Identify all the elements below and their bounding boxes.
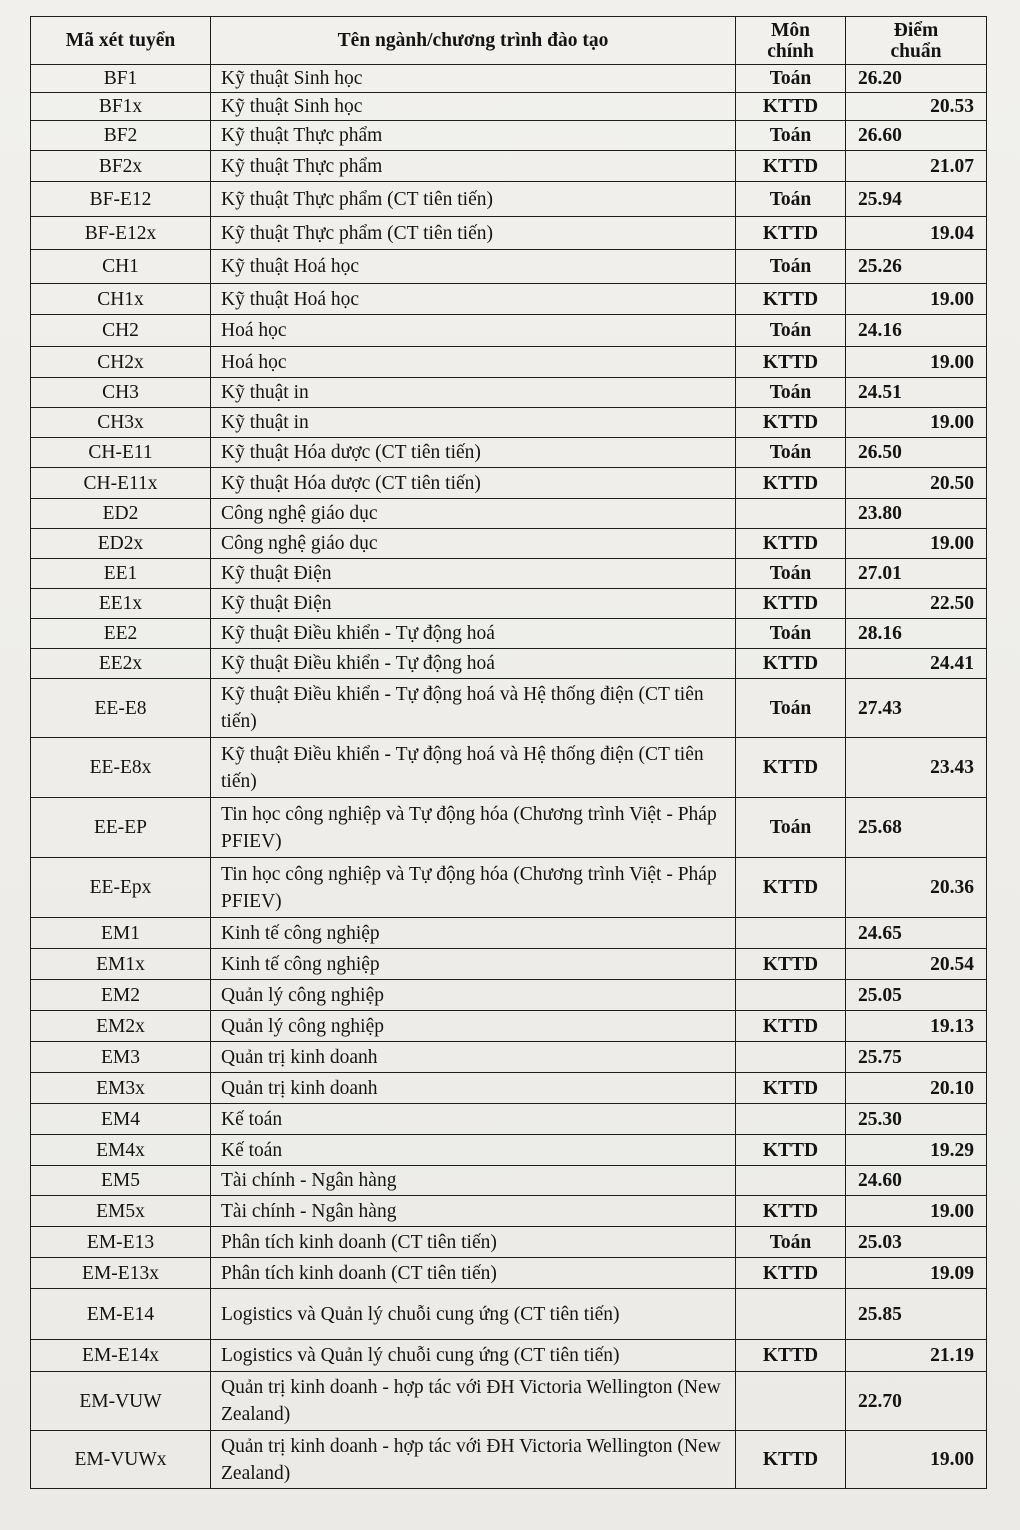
row-subject: KTTD: [736, 529, 846, 559]
row-score: 25.94: [846, 182, 987, 217]
row-subject: KTTD: [736, 468, 846, 499]
row-code: EM4: [31, 1104, 211, 1135]
row-code: CH3x: [31, 408, 211, 438]
row-score: 26.50: [846, 438, 987, 468]
row-name: Phân tích kinh doanh (CT tiên tiến): [211, 1258, 736, 1289]
table-row: [31, 1104, 987, 1135]
row-code: EE-Epx: [31, 858, 211, 918]
row-score: 25.26: [846, 250, 987, 284]
row-code: BF-E12: [31, 182, 211, 217]
header-score-line2: chuẩn: [890, 40, 942, 62]
table-row: [31, 798, 987, 858]
table-row: [31, 1372, 987, 1431]
row-name: Kỹ thuật Hoá học: [211, 250, 736, 284]
row-score: 27.01: [846, 559, 987, 589]
row-name: Quản trị kinh doanh: [211, 1042, 736, 1073]
row-name: Kinh tế công nghiệp: [211, 918, 736, 949]
row-name: Kỹ thuật Thực phẩm: [211, 121, 736, 151]
row-name: Kỹ thuật Điện: [211, 559, 736, 589]
row-code: EM-E13: [31, 1227, 211, 1258]
row-code: EE1: [31, 559, 211, 589]
row-score: 24.41: [846, 649, 987, 679]
row-score: 19.00: [846, 1431, 987, 1489]
row-code: EE-E8: [31, 679, 211, 738]
row-score: 21.07: [846, 151, 987, 182]
row-subject: [736, 980, 846, 1011]
row-name: Kỹ thuật in: [211, 378, 736, 408]
table-row: [31, 738, 987, 798]
header-name: Tên ngành/chương trình đào tạo: [211, 17, 736, 65]
table-header-row: [31, 17, 987, 65]
row-subject: KTTD: [736, 1196, 846, 1227]
row-score: 25.05: [846, 980, 987, 1011]
table-row: [31, 217, 987, 250]
row-name: Kinh tế công nghiệp: [211, 949, 736, 980]
row-subject: [736, 1289, 846, 1340]
row-subject: KTTD: [736, 93, 846, 121]
row-name: Kỹ thuật Điều khiển - Tự động hoá: [211, 649, 736, 679]
row-subject: KTTD: [736, 217, 846, 250]
row-score: 24.65: [846, 918, 987, 949]
row-subject: KTTD: [736, 1431, 846, 1489]
row-subject: KTTD: [736, 151, 846, 182]
header-score-line1: Điểm: [893, 19, 939, 41]
row-subject: KTTD: [736, 649, 846, 679]
row-subject: Toán: [736, 1227, 846, 1258]
row-name: Kế toán: [211, 1135, 736, 1166]
row-subject: [736, 918, 846, 949]
row-code: EE2x: [31, 649, 211, 679]
row-name: Logistics và Quản lý chuỗi cung ứng (CT tiên tiến): [211, 1289, 736, 1340]
row-name: Kỹ thuật Điều khiển - Tự động hoá và Hệ thống điện (CT tiên tiến): [211, 738, 736, 798]
row-score: 19.00: [846, 284, 987, 315]
row-score: 23.80: [846, 499, 987, 529]
row-code: BF-E12x: [31, 217, 211, 250]
row-name: Tài chính - Ngân hàng: [211, 1196, 736, 1227]
table-row: [31, 408, 987, 438]
row-subject: KTTD: [736, 589, 846, 619]
table-row: [31, 980, 987, 1011]
row-name: Quản lý công nghiệp: [211, 1011, 736, 1042]
table-row: [31, 250, 987, 284]
table-row: [31, 858, 987, 918]
table-row: [31, 529, 987, 559]
table-row: [31, 1431, 987, 1489]
row-code: EM5x: [31, 1196, 211, 1227]
row-name: Quản lý công nghiệp: [211, 980, 736, 1011]
row-score: 22.50: [846, 589, 987, 619]
table-row: [31, 679, 987, 738]
table-row: [31, 284, 987, 315]
row-name: Kỹ thuật Sinh học: [211, 93, 736, 121]
header-score: [846, 17, 987, 65]
row-name: Quản trị kinh doanh - hợp tác với ĐH Victoria Wellington (New Zealand): [211, 1431, 736, 1489]
row-code: EM2x: [31, 1011, 211, 1042]
row-subject: KTTD: [736, 1073, 846, 1104]
row-subject: Toán: [736, 65, 846, 93]
row-code: EE1x: [31, 589, 211, 619]
row-score: 20.54: [846, 949, 987, 980]
row-code: CH2x: [31, 347, 211, 378]
row-subject: Toán: [736, 378, 846, 408]
row-code: BF2: [31, 121, 211, 151]
table-row: [31, 1073, 987, 1104]
row-name: Kỹ thuật Thực phẩm (CT tiên tiến): [211, 217, 736, 250]
row-name: Tin học công nghiệp và Tự động hóa (Chương trình Việt - Pháp PFIEV): [211, 798, 736, 858]
row-name: Logistics và Quản lý chuỗi cung ứng (CT tiên tiến): [211, 1340, 736, 1372]
row-score: 24.51: [846, 378, 987, 408]
row-score: 19.00: [846, 408, 987, 438]
row-subject: Toán: [736, 559, 846, 589]
row-score: 19.13: [846, 1011, 987, 1042]
table-row: [31, 1289, 987, 1340]
row-code: EE-EP: [31, 798, 211, 858]
row-subject: Toán: [736, 798, 846, 858]
table-row: [31, 499, 987, 529]
table-body: [31, 65, 987, 1489]
row-code: CH-E11x: [31, 468, 211, 499]
row-name: Quản trị kinh doanh: [211, 1073, 736, 1104]
row-score: 22.70: [846, 1372, 987, 1431]
row-score: 25.75: [846, 1042, 987, 1073]
table-row: [31, 93, 987, 121]
row-code: EM-E14x: [31, 1340, 211, 1372]
row-subject: KTTD: [736, 1340, 846, 1372]
row-subject: Toán: [736, 679, 846, 738]
row-subject: [736, 499, 846, 529]
table-row: [31, 65, 987, 93]
row-code: BF1: [31, 65, 211, 93]
row-subject: Toán: [736, 121, 846, 151]
row-code: EM-VUW: [31, 1372, 211, 1431]
header-subject-line2: chính: [767, 40, 814, 62]
table-row: [31, 918, 987, 949]
row-score: 19.00: [846, 529, 987, 559]
table-row: [31, 1227, 987, 1258]
table-row: [31, 378, 987, 408]
table-row: [31, 1340, 987, 1372]
row-code: EM3: [31, 1042, 211, 1073]
table-row: [31, 438, 987, 468]
row-name: Công nghệ giáo dục: [211, 529, 736, 559]
row-subject: KTTD: [736, 347, 846, 378]
table-row: [31, 468, 987, 499]
row-code: BF2x: [31, 151, 211, 182]
row-score: 19.04: [846, 217, 987, 250]
row-score: 24.16: [846, 315, 987, 347]
row-code: EM2: [31, 980, 211, 1011]
row-score: 20.36: [846, 858, 987, 918]
row-code: EE2: [31, 619, 211, 649]
row-score: 25.03: [846, 1227, 987, 1258]
row-score: 20.53: [846, 93, 987, 121]
row-name: Quản trị kinh doanh - hợp tác với ĐH Victoria Wellington (New Zealand): [211, 1372, 736, 1431]
row-code: EM5: [31, 1166, 211, 1196]
table-row: [31, 559, 987, 589]
row-name: Kế toán: [211, 1104, 736, 1135]
table-row: [31, 649, 987, 679]
row-name: Kỹ thuật Sinh học: [211, 65, 736, 93]
table-row: [31, 619, 987, 649]
row-subject: Toán: [736, 250, 846, 284]
row-subject: KTTD: [736, 1011, 846, 1042]
row-subject: KTTD: [736, 408, 846, 438]
row-score: 19.00: [846, 347, 987, 378]
table-row: [31, 151, 987, 182]
row-score: 21.19: [846, 1340, 987, 1372]
row-score: 25.30: [846, 1104, 987, 1135]
row-name: Phân tích kinh doanh (CT tiên tiến): [211, 1227, 736, 1258]
row-score: 19.00: [846, 1196, 987, 1227]
row-score: 20.10: [846, 1073, 987, 1104]
row-score: 20.50: [846, 468, 987, 499]
row-name: Hoá học: [211, 315, 736, 347]
row-code: EM-E13x: [31, 1258, 211, 1289]
row-code: EM1x: [31, 949, 211, 980]
row-code: EM4x: [31, 1135, 211, 1166]
row-name: Kỹ thuật Hoá học: [211, 284, 736, 315]
row-name: Công nghệ giáo dục: [211, 499, 736, 529]
row-subject: KTTD: [736, 738, 846, 798]
row-subject: [736, 1042, 846, 1073]
table-row: [31, 1166, 987, 1196]
row-code: CH-E11: [31, 438, 211, 468]
row-subject: [736, 1166, 846, 1196]
row-subject: KTTD: [736, 1135, 846, 1166]
row-code: ED2: [31, 499, 211, 529]
row-subject: KTTD: [736, 284, 846, 315]
row-name: Kỹ thuật Hóa dược (CT tiên tiến): [211, 438, 736, 468]
row-score: 23.43: [846, 738, 987, 798]
row-code: EE-E8x: [31, 738, 211, 798]
table-row: [31, 315, 987, 347]
table-row: [31, 1135, 987, 1166]
row-score: 27.43: [846, 679, 987, 738]
table-row: [31, 347, 987, 378]
row-code: CH1x: [31, 284, 211, 315]
row-name: Kỹ thuật Điện: [211, 589, 736, 619]
header-subject-line1: Môn: [771, 19, 810, 41]
row-subject: [736, 1372, 846, 1431]
row-score: 26.60: [846, 121, 987, 151]
table-row: [31, 1042, 987, 1073]
row-code: CH2: [31, 315, 211, 347]
table-row: [31, 121, 987, 151]
row-subject: KTTD: [736, 949, 846, 980]
row-name: Kỹ thuật Thực phẩm (CT tiên tiến): [211, 182, 736, 217]
row-name: Hoá học: [211, 347, 736, 378]
table-row: [31, 589, 987, 619]
row-score: 19.29: [846, 1135, 987, 1166]
row-score: 25.68: [846, 798, 987, 858]
header-code: Mã xét tuyển: [31, 17, 211, 65]
row-name: Tài chính - Ngân hàng: [211, 1166, 736, 1196]
row-name: Kỹ thuật Thực phẩm: [211, 151, 736, 182]
row-score: 24.60: [846, 1166, 987, 1196]
row-subject: KTTD: [736, 1258, 846, 1289]
row-name: Kỹ thuật in: [211, 408, 736, 438]
row-code: CH3: [31, 378, 211, 408]
row-code: CH1: [31, 250, 211, 284]
row-name: Kỹ thuật Điều khiển - Tự động hoá: [211, 619, 736, 649]
table-row: [31, 1258, 987, 1289]
row-score: 19.09: [846, 1258, 987, 1289]
row-score: 28.16: [846, 619, 987, 649]
row-score: 26.20: [846, 65, 987, 93]
row-subject: Toán: [736, 619, 846, 649]
row-subject: Toán: [736, 315, 846, 347]
row-code: EM3x: [31, 1073, 211, 1104]
row-code: EM1: [31, 918, 211, 949]
row-score: 25.85: [846, 1289, 987, 1340]
header-subject: [736, 17, 846, 65]
row-name: Kỹ thuật Hóa dược (CT tiên tiến): [211, 468, 736, 499]
row-subject: Toán: [736, 438, 846, 468]
table-row: [31, 1196, 987, 1227]
row-code: EM-E14: [31, 1289, 211, 1340]
row-code: ED2x: [31, 529, 211, 559]
table-row: [31, 949, 987, 980]
row-name: Kỹ thuật Điều khiển - Tự động hoá và Hệ thống điện (CT tiên tiến): [211, 679, 736, 738]
row-subject: KTTD: [736, 858, 846, 918]
row-subject: Toán: [736, 182, 846, 217]
row-name: Tin học công nghiệp và Tự động hóa (Chương trình Việt - Pháp PFIEV): [211, 858, 736, 918]
row-subject: [736, 1104, 846, 1135]
row-code: BF1x: [31, 93, 211, 121]
table-row: [31, 182, 987, 217]
table-row: [31, 1011, 987, 1042]
admission-scores-table: [30, 16, 987, 1489]
row-code: EM-VUWx: [31, 1431, 211, 1489]
